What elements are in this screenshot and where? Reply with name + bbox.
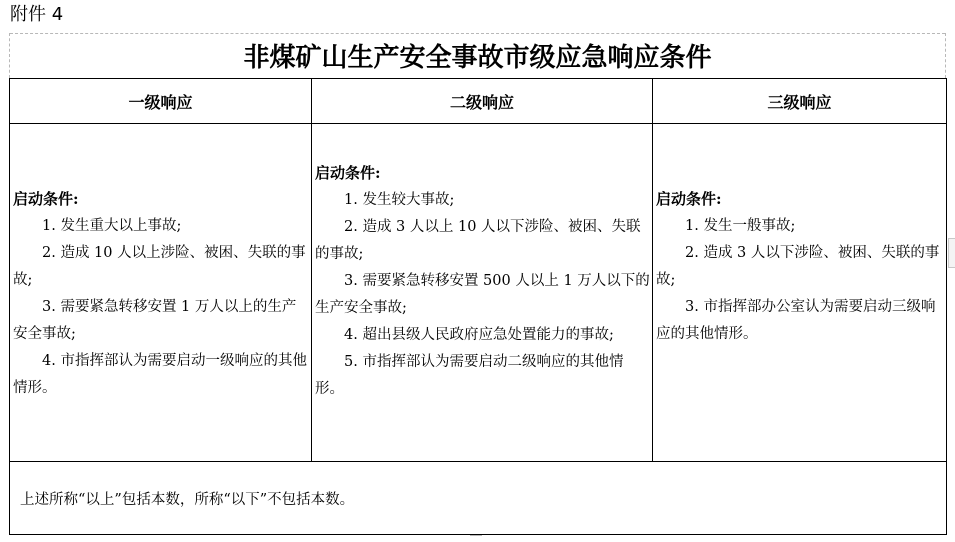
side-scroll-handle[interactable] bbox=[948, 238, 955, 268]
response-conditions-table bbox=[9, 78, 947, 535]
condition-label: 启动条件: bbox=[315, 164, 381, 182]
level2-conditions-cell bbox=[312, 124, 653, 462]
list-item: 3. 市指挥部办公室认为需要启动三级响应的其他情形。 bbox=[656, 299, 936, 342]
page-border-dashed-right bbox=[945, 33, 946, 78]
list-item: 4. 市指挥部认为需要启动一级响应的其他情形。 bbox=[13, 353, 307, 396]
column-header-level3: 三级响应 bbox=[653, 79, 947, 124]
list-item: 2. 造成 3 人以下涉险、被困、失联的事故; bbox=[656, 245, 940, 288]
attachment-label: 附件 4 bbox=[10, 4, 64, 25]
list-item: 1. 发生一般事故; bbox=[685, 218, 796, 234]
document-title: 非煤矿山生产安全事故市级应急响应条件 bbox=[243, 43, 712, 73]
list-item: 3. 需要紧急转移安置 500 人以上 1 万人以下的生产安全事故; bbox=[315, 273, 650, 316]
column-header-level1: 一级响应 bbox=[10, 79, 312, 124]
level3-conditions-cell bbox=[653, 124, 947, 462]
list-item: 4. 超出县级人民政府应急处置能力的事故; bbox=[344, 327, 614, 343]
footnote: 上述所称“以上”包括本数，所称“以下”不包括本数。 bbox=[10, 462, 947, 535]
page-border-dashed-top bbox=[10, 33, 945, 34]
list-item: 5. 市指挥部认为需要启动二级响应的其他情形。 bbox=[315, 354, 624, 397]
column-header-level2: 二级响应 bbox=[312, 79, 653, 124]
list-item: 3. 需要紧急转移安置 1 万人以上的生产安全事故; bbox=[13, 299, 297, 342]
list-item: 1. 发生较大事故; bbox=[344, 192, 455, 208]
list-item: 2. 造成 3 人以上 10 人以下涉险、被困、失联的事故; bbox=[315, 219, 641, 262]
level1-conditions-cell bbox=[10, 124, 312, 462]
condition-label: 启动条件: bbox=[656, 190, 722, 208]
condition-label: 启动条件: bbox=[13, 190, 79, 208]
table-row-footnote bbox=[10, 462, 947, 535]
table-row-conditions bbox=[10, 124, 947, 462]
table-header-row bbox=[10, 79, 947, 124]
list-item: 1. 发生重大以上事故; bbox=[42, 218, 182, 234]
list-item: 2. 造成 10 人以上涉险、被困、失联的事故; bbox=[13, 245, 306, 288]
